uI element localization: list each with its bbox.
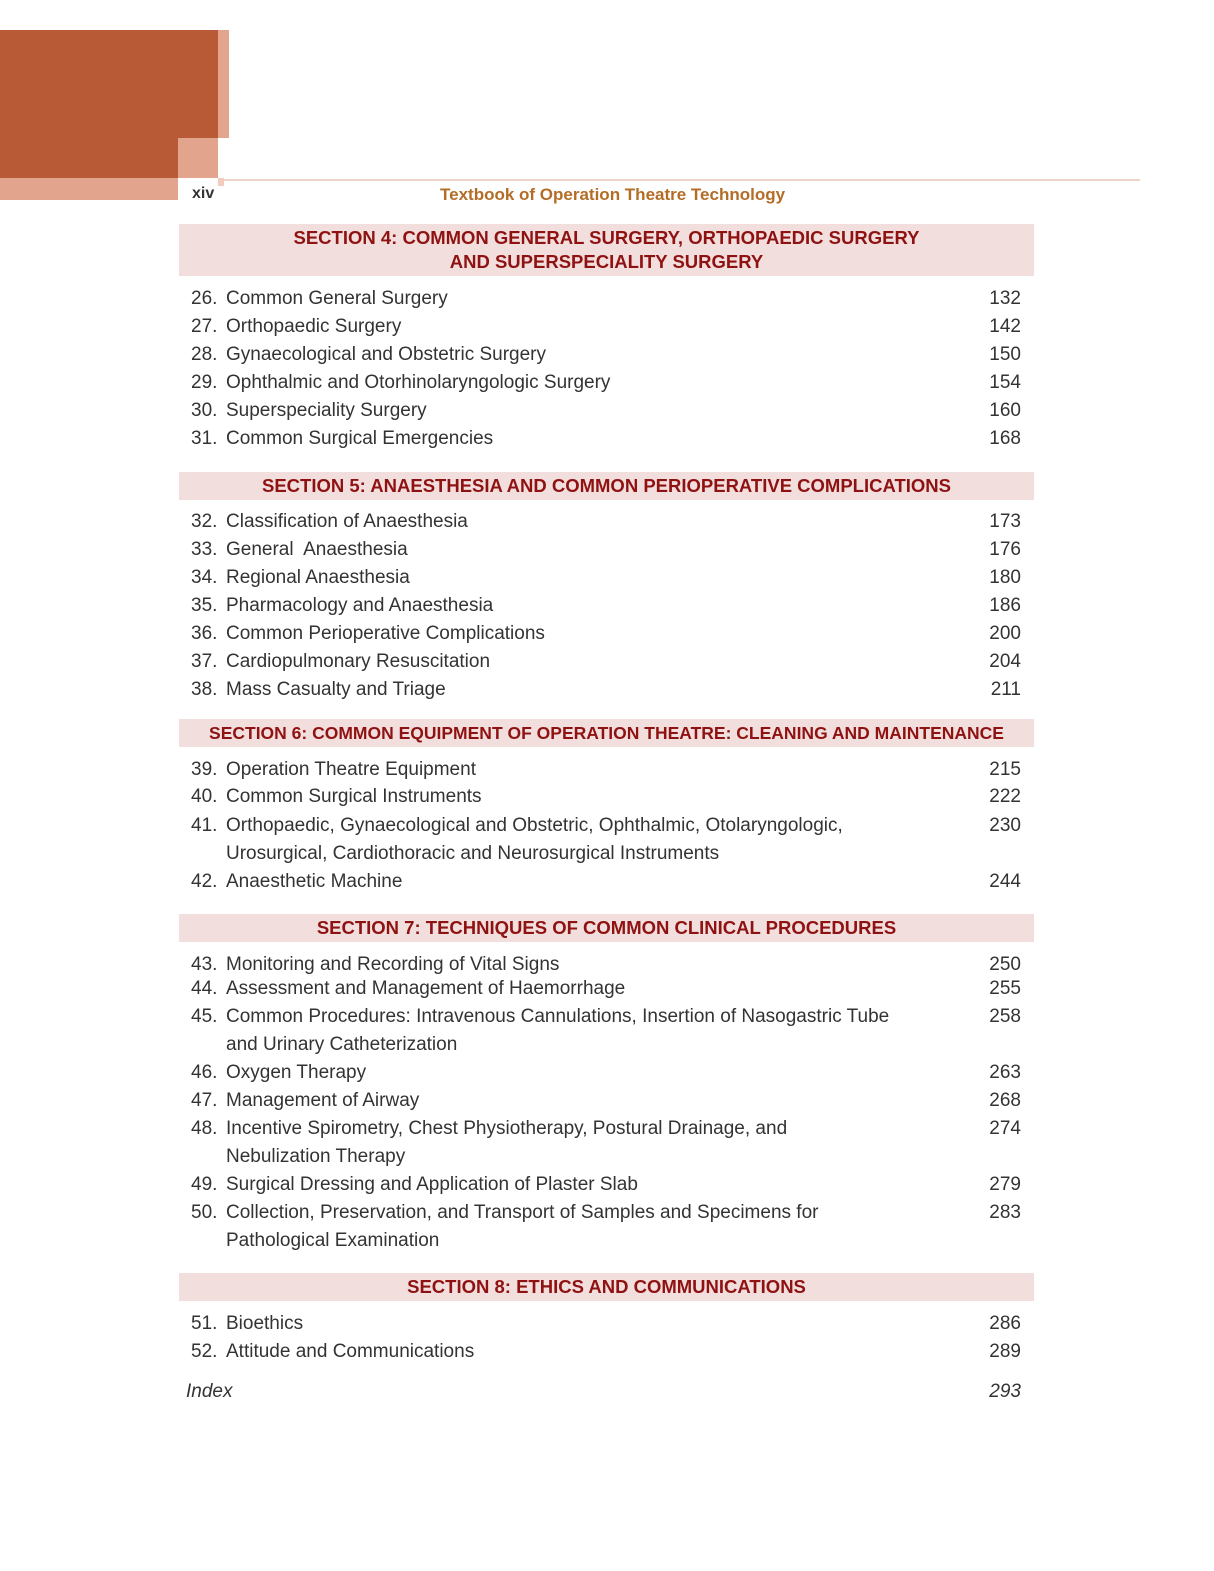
section-heading-line: SECTION 8: ETHICS AND COMMUNICATIONS bbox=[407, 1276, 806, 1297]
index-page: 293 bbox=[989, 1381, 1021, 1402]
chapter-number: 32. bbox=[191, 511, 218, 532]
toc-entry bbox=[191, 1310, 1021, 1338]
chapter-page: 204 bbox=[989, 651, 1021, 672]
chapter-page: 279 bbox=[989, 1174, 1021, 1195]
toc-entry bbox=[191, 648, 1021, 676]
chapter-number: 30. bbox=[191, 400, 218, 421]
chapter-title: Operation Theatre Equipment bbox=[226, 759, 476, 780]
chapter-page: 222 bbox=[989, 786, 1021, 807]
chapter-title: Classification of Anaesthesia bbox=[226, 511, 468, 532]
chapter-number: 39. bbox=[191, 759, 218, 780]
chapter-number: 40. bbox=[191, 786, 218, 807]
chapter-title: Anaesthetic Machine bbox=[226, 871, 403, 892]
toc-entry bbox=[191, 1115, 1021, 1171]
toc-entry bbox=[191, 592, 1021, 620]
toc-entry bbox=[191, 1003, 1021, 1059]
chapter-number: 42. bbox=[191, 871, 218, 892]
section-heading bbox=[179, 719, 1034, 747]
chapter-page: 176 bbox=[989, 539, 1021, 560]
chapter-number: 38. bbox=[191, 679, 218, 700]
chapter-page: 244 bbox=[989, 871, 1021, 892]
chapter-number: 47. bbox=[191, 1090, 218, 1111]
toc-entry bbox=[191, 1171, 1021, 1199]
corner-decoration-inner bbox=[178, 138, 218, 178]
chapter-page: 255 bbox=[989, 978, 1021, 999]
chapter-number: 33. bbox=[191, 539, 218, 560]
toc-entry bbox=[191, 756, 1021, 784]
chapter-number: 51. bbox=[191, 1313, 218, 1334]
chapter-number: 50. bbox=[191, 1202, 218, 1223]
chapter-number: 28. bbox=[191, 344, 218, 365]
toc-entry bbox=[191, 975, 1021, 1003]
chapter-page: 263 bbox=[989, 1062, 1021, 1083]
toc-entry bbox=[191, 285, 1021, 313]
chapter-title: Attitude and Communications bbox=[226, 1341, 475, 1362]
section-heading-line: SECTION 5: ANAESTHESIA AND COMMON PERIOPERATIVE COMPLICATIONS bbox=[262, 475, 951, 496]
chapter-number: 41. bbox=[191, 815, 218, 836]
chapter-title: Common Procedures: Intravenous Cannulations, Insertion of Nasogastric Tube and Urinary Catheterization bbox=[226, 1006, 890, 1055]
chapter-title: Gynaecological and Obstetric Surgery bbox=[226, 344, 546, 365]
chapter-title: Pharmacology and Anaesthesia bbox=[226, 595, 494, 616]
toc-entry bbox=[191, 564, 1021, 592]
chapter-title: Orthopaedic, Gynaecological and Obstetric, Ophthalmic, Otolaryngologic, Urosurgical, Cardiothoracic and Neurosurgical Instruments bbox=[226, 815, 843, 864]
chapter-number: 48. bbox=[191, 1118, 218, 1139]
chapter-page: 286 bbox=[989, 1313, 1021, 1334]
chapter-page: 268 bbox=[989, 1090, 1021, 1111]
chapter-title: Common Perioperative Complications bbox=[226, 623, 545, 644]
toc-entry bbox=[191, 868, 1021, 896]
toc-entry bbox=[191, 1338, 1021, 1366]
toc-entry bbox=[191, 536, 1021, 564]
corner-decoration-edge bbox=[218, 30, 229, 138]
page-number: xiv bbox=[192, 185, 215, 202]
chapter-page: 142 bbox=[989, 316, 1021, 337]
chapter-page: 274 bbox=[989, 1118, 1021, 1139]
chapter-number: 29. bbox=[191, 372, 218, 393]
chapter-number: 36. bbox=[191, 623, 218, 644]
toc-entry bbox=[191, 313, 1021, 341]
running-title: Textbook of Operation Theatre Technology bbox=[440, 185, 786, 204]
toc-entry bbox=[191, 812, 1021, 868]
chapter-number: 44. bbox=[191, 978, 218, 999]
chapter-number: 43. bbox=[191, 954, 218, 975]
toc-entry bbox=[191, 341, 1021, 369]
section-heading bbox=[179, 914, 1034, 942]
chapter-title: Monitoring and Recording of Vital Signs bbox=[226, 954, 560, 975]
chapter-number: 31. bbox=[191, 428, 218, 449]
chapter-number: 52. bbox=[191, 1341, 218, 1362]
toc-entry bbox=[191, 397, 1021, 425]
section-heading bbox=[179, 472, 1034, 500]
toc-entry bbox=[191, 676, 1021, 704]
chapter-page: 168 bbox=[989, 428, 1021, 449]
chapter-title: Common Surgical Instruments bbox=[226, 786, 482, 807]
chapter-title: Surgical Dressing and Application of Plaster Slab bbox=[226, 1174, 638, 1195]
chapter-number: 34. bbox=[191, 567, 218, 588]
corner-decoration-bottom bbox=[0, 178, 178, 200]
chapter-page: 154 bbox=[989, 372, 1021, 393]
chapter-page: 215 bbox=[989, 759, 1021, 780]
chapter-page: 173 bbox=[989, 511, 1021, 532]
chapter-page: 283 bbox=[989, 1202, 1021, 1223]
section-heading bbox=[179, 224, 1034, 276]
chapter-title: Common General Surgery bbox=[226, 288, 448, 309]
chapter-page: 289 bbox=[989, 1341, 1021, 1362]
chapter-title: Ophthalmic and Otorhinolaryngologic Surgery bbox=[226, 372, 611, 393]
chapter-page: 150 bbox=[989, 344, 1021, 365]
chapter-title: Management of Airway bbox=[226, 1090, 420, 1111]
chapter-number: 26. bbox=[191, 288, 218, 309]
chapter-title: Common Surgical Emergencies bbox=[226, 428, 494, 449]
section-heading-line: SECTION 6: COMMON EQUIPMENT OF OPERATION THEATRE: CLEANING AND MAINTENANCE bbox=[209, 723, 1004, 743]
section-heading-line: SECTION 7: TECHNIQUES OF COMMON CLINICAL PROCEDURES bbox=[316, 917, 897, 938]
chapter-title: Regional Anaesthesia bbox=[226, 567, 410, 588]
chapter-page: 180 bbox=[989, 567, 1021, 588]
index-entry bbox=[186, 1378, 1021, 1406]
toc-entry bbox=[191, 783, 1021, 811]
toc-entry bbox=[191, 425, 1021, 453]
chapter-title: General Anaesthesia bbox=[226, 539, 408, 560]
chapter-number: 49. bbox=[191, 1174, 218, 1195]
chapter-title: Superspeciality Surgery bbox=[226, 400, 427, 421]
chapter-number: 35. bbox=[191, 595, 218, 616]
chapter-number: 27. bbox=[191, 316, 218, 337]
chapter-page: 250 bbox=[989, 954, 1021, 975]
chapter-title: Assessment and Management of Haemorrhage bbox=[226, 978, 626, 999]
chapter-title: Incentive Spirometry, Chest Physiotherapy, Postural Drainage, and Nebulization Therapy bbox=[226, 1118, 788, 1167]
index-label: Index bbox=[186, 1381, 233, 1402]
chapter-title: Oxygen Therapy bbox=[226, 1062, 367, 1083]
header-rule bbox=[224, 179, 1140, 181]
toc-entry bbox=[191, 1059, 1021, 1087]
chapter-page: 160 bbox=[989, 400, 1021, 421]
chapter-title: Mass Casualty and Triage bbox=[226, 679, 446, 700]
chapter-page: 200 bbox=[989, 623, 1021, 644]
chapter-title: Bioethics bbox=[226, 1313, 304, 1334]
toc-entry bbox=[191, 1087, 1021, 1115]
toc-entry bbox=[191, 620, 1021, 648]
chapter-number: 45. bbox=[191, 1006, 218, 1027]
chapter-title: Cardiopulmonary Resuscitation bbox=[226, 651, 491, 672]
toc-entry bbox=[191, 508, 1021, 536]
chapter-page: 132 bbox=[989, 288, 1021, 309]
chapter-number: 46. bbox=[191, 1062, 218, 1083]
section-heading-line: AND SUPERSPECIALITY SURGERY bbox=[449, 251, 764, 272]
section-heading-line: SECTION 4: COMMON GENERAL SURGERY, ORTHOPAEDIC SURGERY bbox=[293, 227, 920, 248]
chapter-title: Orthopaedic Surgery bbox=[226, 316, 402, 337]
toc-entry bbox=[191, 369, 1021, 397]
chapter-page: 211 bbox=[990, 679, 1021, 700]
chapter-page: 230 bbox=[989, 815, 1021, 836]
chapter-number: 37. bbox=[191, 651, 218, 672]
chapter-title: Collection, Preservation, and Transport of Samples and Specimens for Pathological Examination bbox=[226, 1202, 819, 1251]
toc-entry bbox=[191, 1199, 1021, 1255]
section-heading bbox=[179, 1273, 1034, 1301]
chapter-page: 186 bbox=[989, 595, 1021, 616]
chapter-page: 258 bbox=[989, 1006, 1021, 1027]
